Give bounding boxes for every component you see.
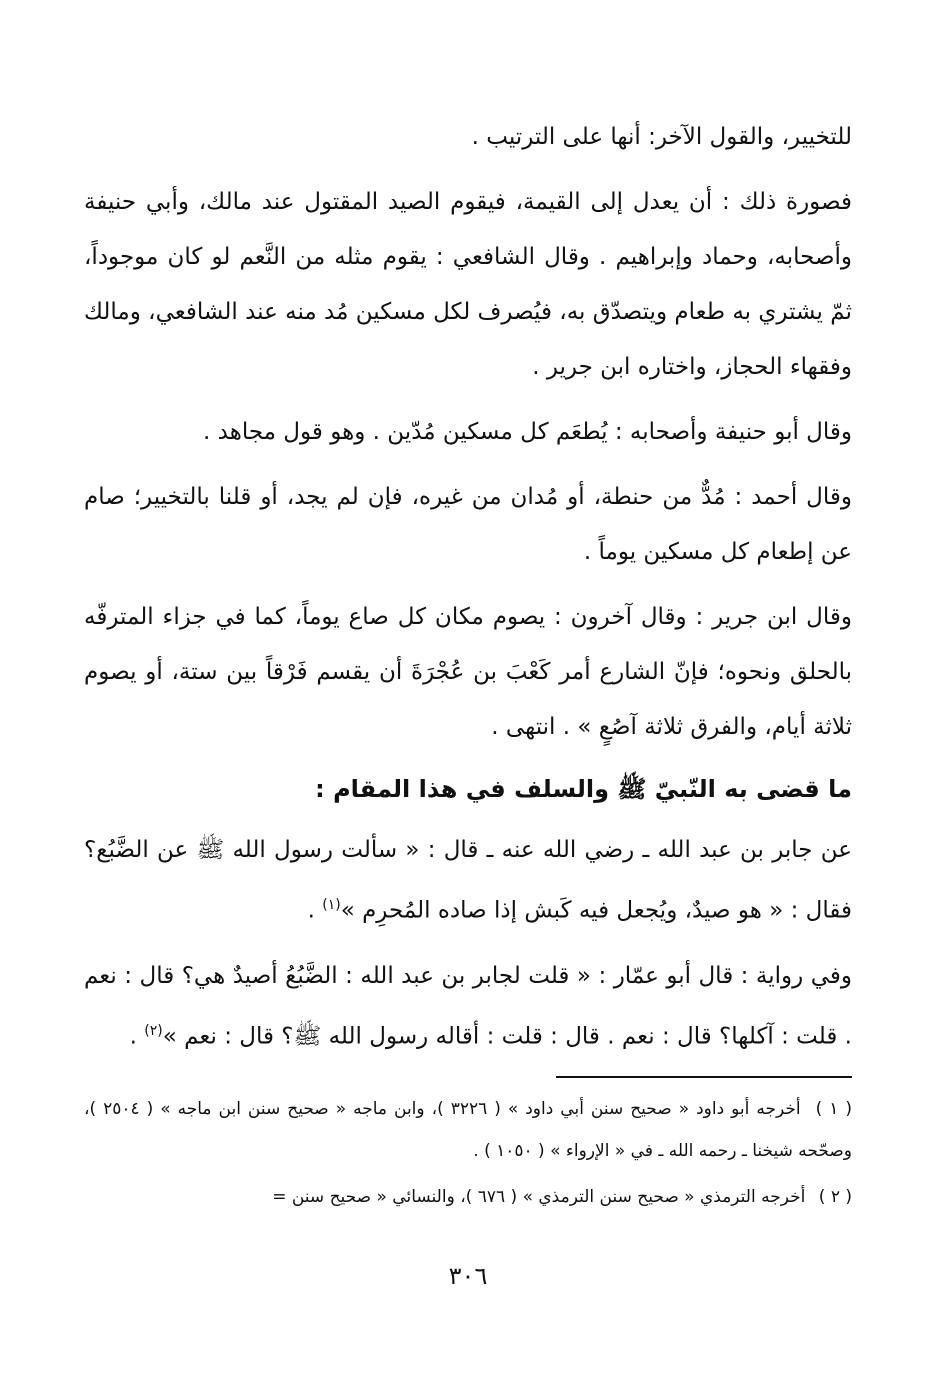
footnote-2-mark: ( ٢ ) — [818, 1187, 852, 1207]
paragraph-6-text: عن جابر بن عبد الله ـ رضي الله عنه ـ قال : « سألت رسول الله ﷺ عن الضَّبُع؟ فقال : « هو صيدٌ، ويُجعل فيه كَبش إذا صاده المُحرِم » — [84, 837, 852, 924]
footnote-ref-1[interactable]: (١) — [322, 897, 341, 913]
paragraph-7 — [84, 949, 852, 1065]
paragraph-3: وقال أبو حنيفة وأصحابه : يُطعَم كل مسكين مُدّين . وهو قول مجاهد . — [203, 419, 852, 445]
paragraph-1: للتخيير، والقول الآخر: أنها على الترتيب . — [471, 124, 852, 150]
page-number: ٣٠٦ — [448, 1262, 488, 1290]
paragraph-7-text: وفي رواية : قال أبو عمّار : « قلت لجابر بن عبد الله : الضَّبُعُ أصيدٌ هي؟ قال : نعم . قلت : آكلها؟ قال : نعم . قال : قلت : أقاله رسول الله ﷺ؟ قال : نعم » — [84, 962, 852, 1050]
footnote-1-mark: ( ١ ) — [815, 1099, 852, 1119]
footnotes — [84, 1088, 852, 1222]
footnote-ref-2[interactable]: (٢) — [144, 1022, 163, 1039]
footnote-2 — [84, 1176, 852, 1218]
paragraph-6-end: . — [307, 897, 323, 924]
paragraph-6 — [84, 823, 852, 939]
paragraph-5: وقال ابن جرير : وقال آخرون : يصوم مكان كل صاع يوماً، كما في جزاء المترفّه بالحلق ونحوه؛ فإنّ الشارع أمر كَعْبَ بن عُجْرَةَ أن يقسم فَرْقاً بين ستة، أو يصوم ثلاثة أيام، والفرق ثلاثة آصُعٍ » . انتهى . — [84, 604, 852, 740]
footnote-separator — [556, 1076, 852, 1078]
footnote-1 — [84, 1088, 852, 1172]
paragraph-7-end: . — [129, 1023, 145, 1050]
paragraph-4: وقال أحمد : مُدٌّ من حنطة، أو مُدان من غيره، فإن لم يجد، أو قلنا بالتخيير؛ صام عن إطعام كل مسكين يوماً . — [84, 484, 852, 565]
page-body — [84, 110, 852, 1074]
footnote-2-text: أخرجه الترمذي « صحيح سنن الترمذي » ( ٦٧٦ )، والنسائي « صحيح سنن — [291, 1187, 806, 1207]
footnote-1-text: أخرجه أبو داود « صحيح سنن أبي داود » ( ٣٢٢٦ )، وابن ماجه « صحيح سنن ابن ماجه » ( ٢٥٠٤ )، وصحّحه شيخنا ـ رحمه الله ـ في « الإرواء » ( ١٠٥٠ ) . — [84, 1099, 852, 1161]
section-heading: ما قضى به النّبيّ ﷺ والسلف في هذا المقام : — [315, 775, 852, 803]
footnote-2-continuation: = — [272, 1187, 287, 1207]
paragraph-2: فصورة ذلك : أن يعدل إلى القيمة، فيقوم الصيد المقتول عند مالك، وأبي حنيفة وأصحابه، وحماد وإبراهيم . وقال الشافعي : يقوم مثله من النَّعم لو كان موجوداً، ثمّ يشتري به طعام ويتصدّق به، فيُصرف لكل مسكين مُد منه عند الشافعي، ومالك وفقهاء الحجاز، واختاره ابن جرير . — [84, 189, 852, 380]
